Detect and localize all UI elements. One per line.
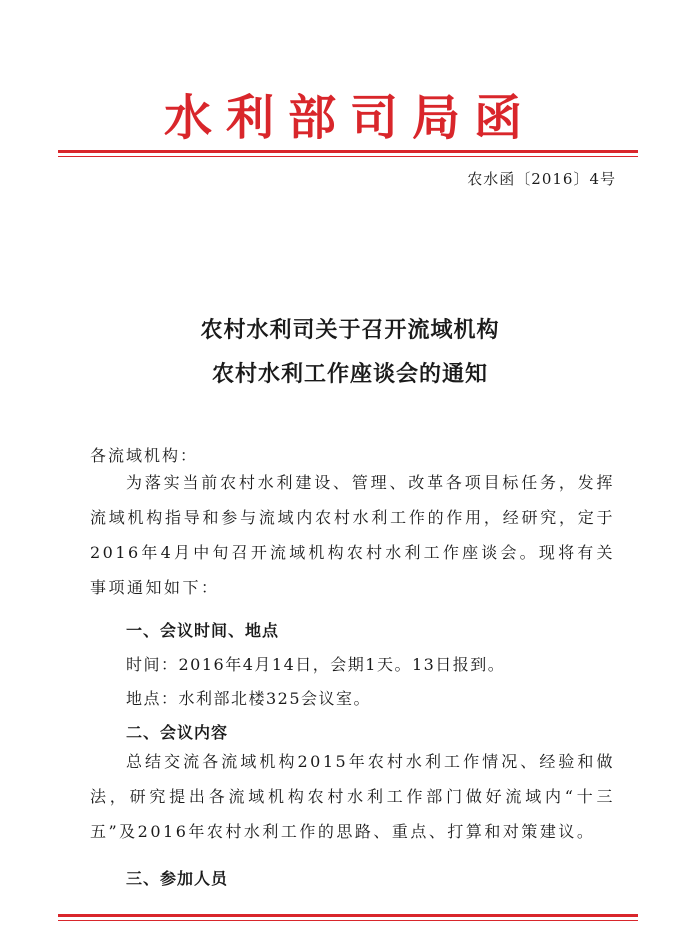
meeting-time: 时间：2016年4月14日，会期1天。13日报到。 [126,655,506,674]
letterhead-title: 水利部司局函 [163,90,536,146]
section-heading-time-place: 一、会议时间、地点 [126,621,280,640]
letterhead-rule-thick [58,150,638,153]
section-heading-content: 二、会议内容 [126,723,229,742]
notice-title-line-2: 农村水利工作座谈会的通知 [211,361,488,387]
intro-paragraph: 为落实当前农村水利建设、管理、改革各项目标任务，发挥流域机构指导和参与流域内农村水利工作的作用，经研究，定于2016年4月中旬召开流域机构农村水利工作座谈会。现将有关事项通知如下： [90,473,615,597]
addressee: 各流域机构： [90,446,199,465]
meeting-place: 地点：水利部北楼325会议室。 [126,689,372,708]
footer-rule-thick [58,914,638,917]
notice-title-line-1: 农村水利司关于召开流域机构 [200,317,500,343]
document-number: 农水函〔2016〕4号 [467,170,616,188]
footer-rule-thin [58,920,638,921]
meeting-content-paragraph: 总结交流各流域机构2015年农村水利工作情况、经验和做法，研究提出各流域机构农村水利工作部门做好流域内“十三五”及2016年农村水利工作的思路、重点、打算和对策建议。 [90,752,615,841]
section-heading-attendees: 三、参加人员 [126,869,229,888]
letterhead-rule-thin [58,156,638,157]
